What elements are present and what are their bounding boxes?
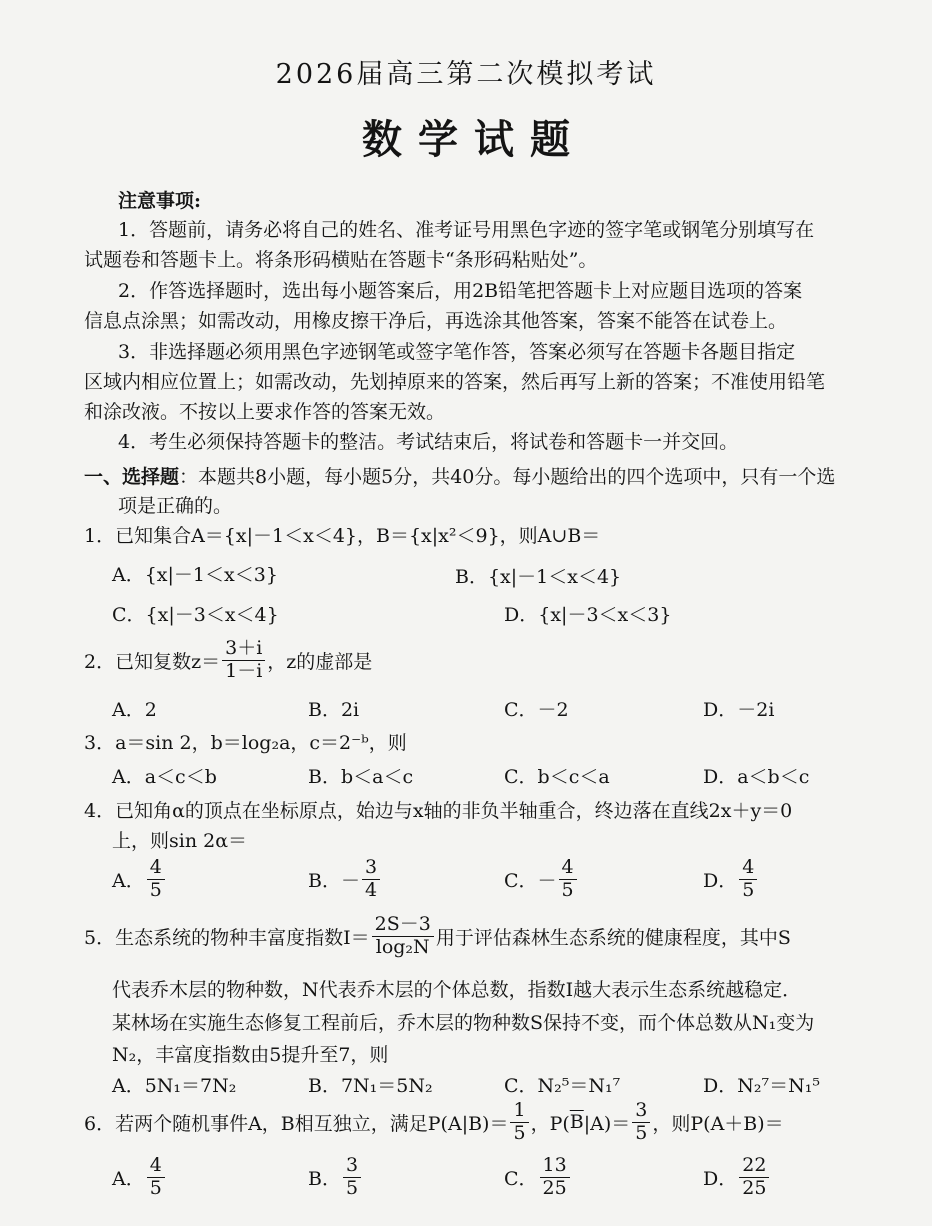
q5-num: 2S－3 xyxy=(372,914,434,937)
notice-line: 区域内相应位置上；如需改动，先划掉原来的答案，然后再写上新的答案；不准使用铅笔 xyxy=(84,371,826,393)
q2-option-d: D．－2i xyxy=(703,699,775,721)
q5-line4: N₂，丰富度指数由5提升至7，则 xyxy=(112,1044,389,1066)
q1-option-b: B．{x|－1＜x＜4} xyxy=(455,566,622,588)
q3-option-c: C．b＜c＜a xyxy=(504,766,610,788)
q4-option-c: C．－ $\frac{4}{5}$ xyxy=(504,857,579,902)
q5-stem xyxy=(84,914,791,959)
q1-stem: 1．已知集合A＝{x|－1＜x＜4}，B＝{x|x²＜9}，则A∪B＝ xyxy=(84,525,601,547)
q3-option-d: D．a＜b＜c xyxy=(703,766,810,788)
q2-den: 1－i xyxy=(225,659,263,682)
q4-option-a: A． $\frac{4}{5}$ xyxy=(112,857,167,902)
q6-stem: 6．若两个随机事件A，B相互独立，满足P(A|B)＝ $\frac{1}{5}$ ，P( $\overline{B}$ |A)＝ $\frac{3}{5}$ ，则P(A＋B)＝ xyxy=(84,1099,784,1144)
q6-option-b: B． $\frac{3}{5}$ xyxy=(308,1155,363,1200)
q5-option-c: C．N₂⁵＝N₁⁷ xyxy=(504,1075,621,1097)
q2-option-c: C．－2 xyxy=(504,699,569,721)
q1-option-d: D．{x|－3＜x＜3} xyxy=(504,604,672,626)
q6-fraction-2: $\frac{3}{5}$ xyxy=(632,1100,650,1145)
section-heading xyxy=(84,462,836,489)
q5-line2: 代表乔木层的物种数，N代表乔木层的个体总数，指数I越大表示生态系统越稳定． xyxy=(112,979,802,1001)
q5-den: log₂N xyxy=(375,935,430,958)
q5-option-d: D．N₂⁷＝N₁⁵ xyxy=(703,1075,820,1097)
q2-option-a: A．2 xyxy=(112,699,157,721)
q5-stem-pre: 5．生态系统的物种丰富度指数I＝ xyxy=(84,926,370,949)
notice-heading: 注意事项: xyxy=(118,190,202,212)
section-desc-cont: 项是正确的。 xyxy=(118,495,233,517)
notice-line: 3．非选择题必须用黑色字迹钢笔或签字笔作答，答案必须写在答题卡各题目指定 xyxy=(118,341,796,363)
q4-stem-line1: 4．已知角α的顶点在坐标原点，始边与x轴的非负半轴重合，终边落在直线2x＋y＝0 xyxy=(84,800,793,822)
q5-line3: 某林场在实施生态修复工程前后，乔木层的物种数S保持不变，而个体总数从N₁变为 xyxy=(112,1012,815,1034)
notice-line: 2．作答选择题时，选出每小题答案后，用2B铅笔把答题卡上对应题目选项的答案 xyxy=(118,280,803,302)
q6-option-a: A． $\frac{4}{5}$ xyxy=(112,1155,167,1200)
q5-fraction xyxy=(372,914,434,959)
b-complement: $\overline{B}$ xyxy=(569,1111,584,1134)
subject-title: 数学试题 xyxy=(362,116,586,163)
q3-stem: 3．a＝sin 2，b＝log₂a，c＝2⁻ᵇ，则 xyxy=(84,732,407,754)
notice-line: 信息点涂黑；如需改动，用橡皮擦干净后，再选涂其他答案，答案不能答在试卷上。 xyxy=(84,310,788,332)
q1-option-a: A．{x|－1＜x＜3} xyxy=(112,564,278,586)
q2-fraction xyxy=(222,638,265,683)
notice-line: 4．考生必须保持答题卡的整洁。考试结束后，将试卷和答题卡一并交回。 xyxy=(118,431,739,453)
section-desc: ：本题共8小题，每小题5分，共40分。每小题给出的四个选项中，只有一个选 xyxy=(179,466,836,488)
q2-stem-pre: 2．已知复数z＝ xyxy=(84,650,221,673)
q2-num: 3＋i xyxy=(222,638,265,661)
q3-option-a: A．a＜c＜b xyxy=(112,766,217,788)
notice-line: 试题卷和答题卡上。将条形码横贴在答题卡“条形码粘贴处”。 xyxy=(84,249,598,271)
q3-option-b: B．b＜a＜c xyxy=(308,766,414,788)
q5-option-b: B．7N₁＝5N₂ xyxy=(308,1075,433,1097)
q1-option-c: C．{x|－3＜x＜4} xyxy=(112,604,279,626)
q6-option-d: D． $\frac{22}{25}$ xyxy=(703,1155,771,1200)
q5-stem-post: 用于评估森林生态系统的健康程度，其中S xyxy=(435,926,791,949)
q2-option-b: B．2i xyxy=(308,699,360,721)
section-label: 一、选择题 xyxy=(84,466,180,488)
q2-stem-post: ，z的虚部是 xyxy=(267,650,373,673)
q6-fraction-1: $\frac{1}{5}$ xyxy=(510,1100,528,1145)
notice-line: 1．答题前，请务必将自己的姓名、准考证号用黑色字迹的签字笔或钢笔分别填写在 xyxy=(118,219,815,241)
q2-stem xyxy=(84,638,372,683)
q4-option-b: B．－ $\frac{3}{4}$ xyxy=(308,857,382,902)
q4-option-d: D． $\frac{4}{5}$ xyxy=(703,857,759,902)
notice-line: 和涂改液。不按以上要求作答的答案无效。 xyxy=(84,401,446,423)
q6-option-c: C． $\frac{13}{25}$ xyxy=(504,1155,572,1200)
exam-title: 2026届高三第二次模拟考试 xyxy=(275,59,657,90)
q5-option-a: A．5N₁＝7N₂ xyxy=(112,1075,237,1097)
q4-stem-line2: 上，则sin 2α＝ xyxy=(112,830,248,852)
